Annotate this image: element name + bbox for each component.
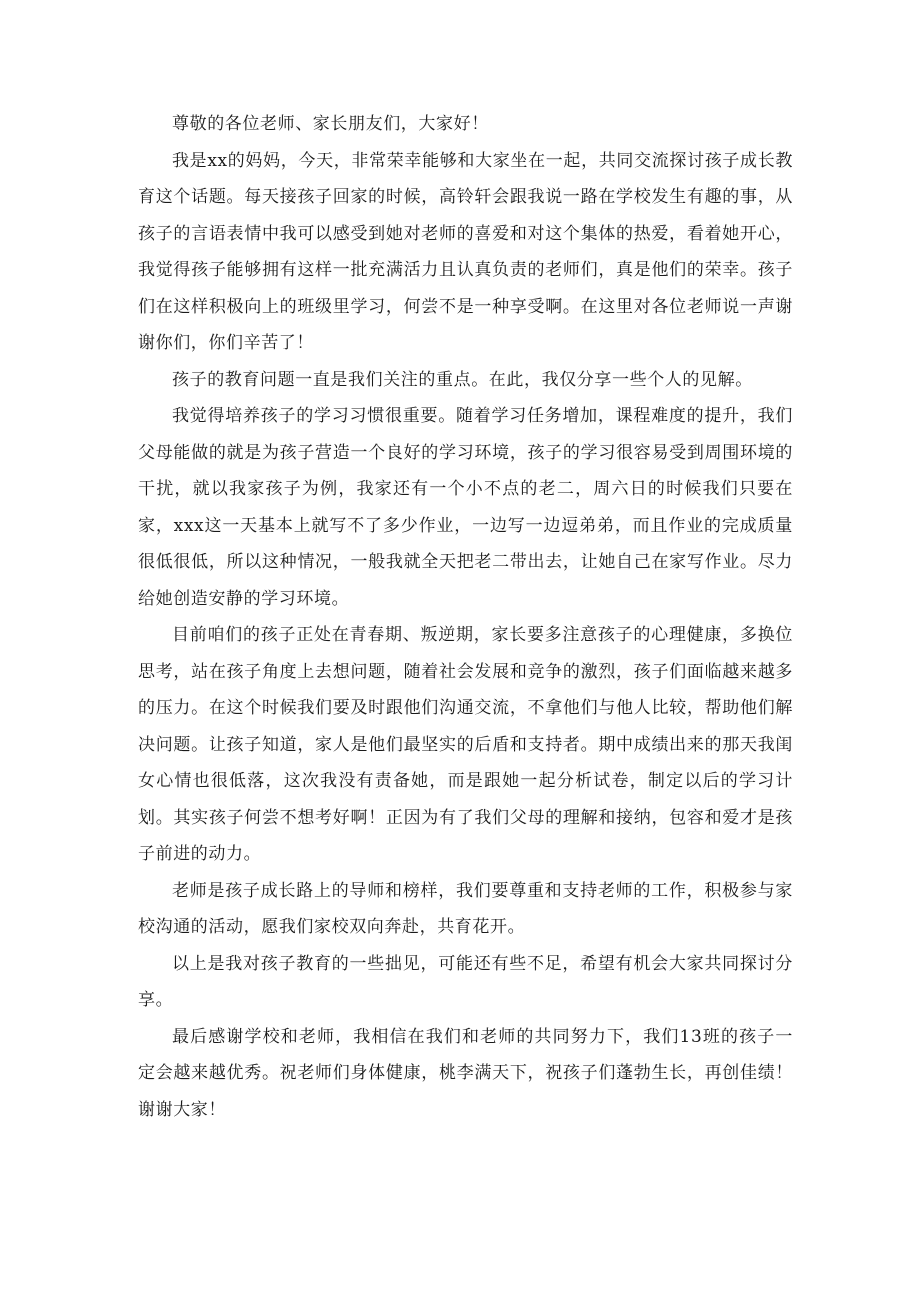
closing-paragraph: 最后感谢学校和老师，我相信在我们和老师的共同努力下，我们13班的孩子一定会越来越优秀。祝老师们身体健康，桃李满天下，祝孩子们蓬勃生长，再创佳绩！谢谢大家！ — [138, 1026, 793, 1120]
topic-paragraph: 孩子的教育问题一直是我们关注的重点。在此，我仅分享一些个人的见解。 — [172, 369, 753, 390]
study-habits-paragraph: 我觉得培养孩子的学习习惯很重要。随着学习任务增加，课程难度的提升，我们父母能做的就是为孩子营造一个良好的学习环境，孩子的学习很容易受到周围环境的干扰，就以我家孩子为例，我家还有一个小不点的老二，周六日的时候我们只要在家，xxx这一天基本上就写不了多少作业，一边写一边逗弟弟，而且作业的完成质量很低很低，所以这种情况，一般我就全天把老二带出去，让她自己在家写作业。尽力给她创造安静的学习环境。 — [138, 406, 793, 609]
introduction-paragraph: 我是xx的妈妈，今天，非常荣幸能够和大家坐在一起，共同交流探讨孩子成长教育这个话题。每天接孩子回家的时候，高铃轩会跟我说一路在学校发生有趣的事，从孩子的言语表情中我可以感受到她对老师的喜爱和对这个集体的热爱，看着她开心，我觉得孩子能够拥有这样一批充满活力且认真负责的老师们，真是他们的荣幸。孩子们在这样积极向上的班级里学习，何尝不是一种享受啊。在这里对各位老师说一声谢谢你们，你们辛苦了！ — [138, 150, 793, 353]
teachers-paragraph: 老师是孩子成长路上的导师和榜样，我们要尊重和支持老师的工作，积极参与家校沟通的活动，愿我们家校双向奔赴，共育花开。 — [138, 880, 793, 937]
summary-paragraph: 以上是我对孩子教育的一些拙见，可能还有些不足，希望有机会大家共同探讨分享。 — [138, 953, 793, 1010]
greeting-paragraph: 尊敬的各位老师、家长朋友们，大家好！ — [172, 114, 489, 134]
mental-health-paragraph: 目前咱们的孩子正处在青春期、叛逆期，家长要多注意孩子的心理健康，多换位思考，站在孩子角度上去想问题，随着社会发展和竞争的激烈，孩子们面临越来越多的压力。在这个时候我们要及时跟他们沟通交流，不拿他们与他人比较，帮助他们解决问题。让孩子知道，家人是他们最坚实的后盾和支持者。期中成绩出来的那天我闺女心情也很低落，这次我没有责备她，而是跟她一起分析试卷，制定以后的学习计划。其实孩子何尝不想考好啊！正因为有了我们父母的理解和接纳，包容和爱才是孩子前进的动力。 — [138, 625, 793, 864]
